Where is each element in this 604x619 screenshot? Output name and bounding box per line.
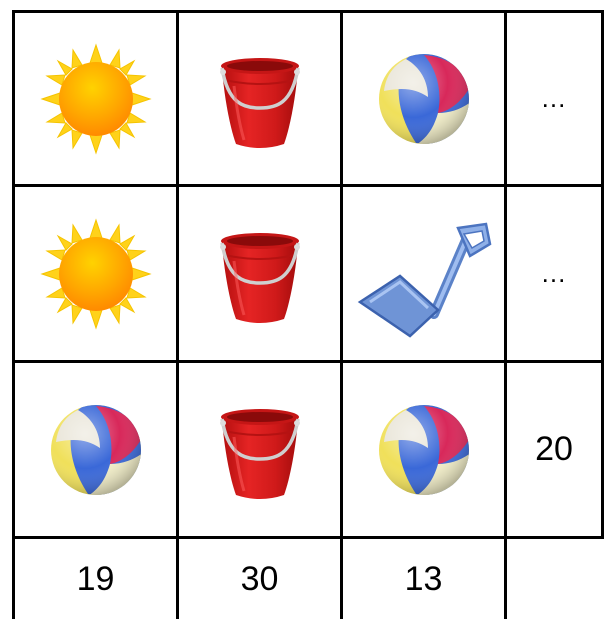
column-total-1: 19 (76, 559, 115, 598)
cell-r3-c3 (343, 363, 504, 536)
column-total-cell-3 (343, 539, 504, 619)
cell-r1-c3 (343, 13, 504, 184)
beach-ball-icon (376, 402, 472, 498)
bucket-icon (212, 46, 308, 152)
cell-r2-c3 (343, 187, 504, 360)
cell-r1-c1 (15, 13, 176, 184)
row-total-3: 20 (535, 430, 573, 468)
beach-ball-icon (48, 402, 144, 498)
bucket-icon (212, 221, 308, 327)
row-total-1: ... (541, 83, 567, 113)
cell-r1-total (507, 13, 601, 184)
column-total-2: 30 (240, 559, 279, 598)
row-total-2: ... (541, 258, 567, 288)
shovel-icon (354, 210, 494, 338)
cell-r2-c1 (15, 187, 176, 360)
column-total-cell-1 (15, 539, 176, 619)
column-total-3: 13 (404, 559, 443, 598)
sun-icon (38, 41, 154, 157)
sun-icon (38, 216, 154, 332)
beach-ball-icon (376, 51, 472, 147)
cell-r2-total (507, 187, 601, 360)
cell-r1-c2 (179, 13, 340, 184)
cell-r2-c2 (179, 187, 340, 360)
bucket-icon (212, 397, 308, 503)
cell-r3-total (507, 363, 601, 536)
column-total-cell-2 (179, 539, 340, 619)
cell-r3-c1 (15, 363, 176, 536)
cell-r3-c2 (179, 363, 340, 536)
